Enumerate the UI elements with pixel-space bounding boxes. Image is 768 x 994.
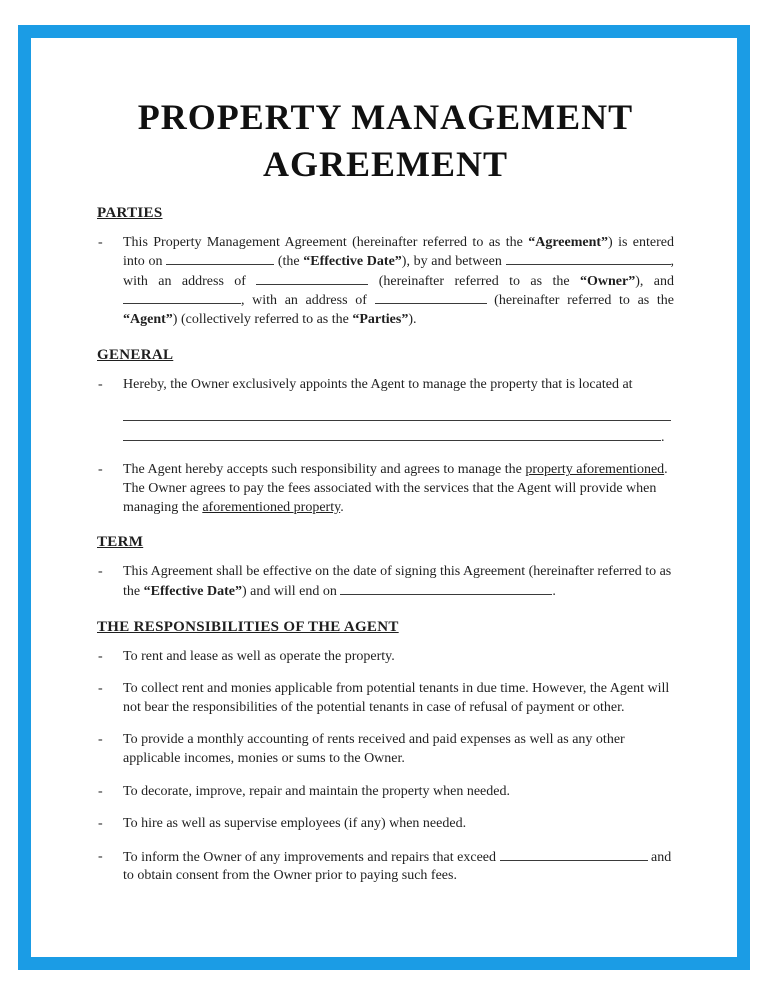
text-run: . bbox=[664, 462, 668, 478]
text-run: (the bbox=[274, 254, 304, 270]
section-heading: TERM bbox=[97, 534, 144, 551]
text-run: To collect rent and monies applicable from potential tenants in due time. However, the Agent will not bear the responsibilities of the potential tenants in case of refusal of payment or other. bbox=[123, 681, 670, 715]
list-item bbox=[97, 848, 674, 886]
text-run: . bbox=[552, 583, 556, 599]
blank-field bbox=[500, 848, 648, 861]
text-run: This Agreement shall be effective on the date of signing this Agreement (hereinafter referred to as the bbox=[123, 564, 672, 599]
title-line-2: AGREEMENT bbox=[262, 143, 509, 184]
text-run: To decorate, improve, repair and maintain the property when needed. bbox=[123, 783, 510, 799]
text-run: Hereby, the Owner exclusively appoints the Agent to manage the property that is located at bbox=[123, 376, 633, 392]
bullet-dash: - bbox=[98, 234, 103, 250]
blank-field bbox=[506, 252, 671, 265]
blank-field bbox=[256, 272, 368, 285]
text-run: To rent and lease as well as operate the property. bbox=[123, 648, 395, 664]
underlined-phrase: property aforementioned bbox=[525, 462, 665, 478]
bullet-dash: - bbox=[98, 816, 103, 832]
document-title bbox=[97, 94, 674, 188]
list-item bbox=[97, 408, 674, 447]
text-run: . bbox=[340, 499, 344, 515]
section-heading: PARTIES bbox=[97, 204, 163, 221]
document-content bbox=[31, 38, 737, 886]
list-item bbox=[97, 648, 674, 667]
text-run: ). bbox=[408, 312, 417, 328]
blank-field bbox=[166, 252, 274, 265]
text-run: , with an address of bbox=[241, 293, 375, 309]
text-run: ) (collectively referred to as the bbox=[172, 312, 353, 328]
bold-term: “Agent” bbox=[123, 312, 173, 328]
text-run: , with an address of bbox=[123, 254, 675, 289]
list-item bbox=[97, 783, 674, 802]
text-run: ) and will end on bbox=[241, 583, 341, 599]
bold-term: “Effective Date” bbox=[143, 583, 242, 599]
title-line-1: PROPERTY MANAGEMENT bbox=[137, 97, 634, 137]
text-run: and to obtain consent from the Owner prior to paying such fees. bbox=[123, 849, 672, 884]
bullet-dash: - bbox=[98, 376, 103, 392]
text-run: To hire as well as supervise employees (if any) when needed. bbox=[123, 816, 467, 832]
list-item bbox=[97, 563, 674, 601]
blank-field bbox=[375, 291, 487, 304]
list-item bbox=[97, 680, 674, 717]
list-item bbox=[97, 234, 674, 330]
bullet-dash: - bbox=[98, 732, 103, 748]
list-item bbox=[97, 461, 674, 517]
text-run: The Agent hereby accepts such responsibility and agrees to manage the bbox=[123, 462, 526, 478]
text-run: To provide a monthly accounting of rents received and paid expenses as well as any other applicable incomes, monies or sums to the Owner. bbox=[123, 732, 625, 766]
blank-field bbox=[123, 291, 241, 304]
text-run: ), and bbox=[635, 273, 674, 289]
text-run: The Owner agrees to pay the fees associated with the services that the Agent will provide when managing the bbox=[123, 481, 657, 515]
section-heading: GENERAL bbox=[97, 346, 174, 363]
blank-field bbox=[340, 582, 552, 595]
text-run: To inform the Owner of any improvements and repairs that exceed bbox=[123, 849, 500, 865]
list-item bbox=[97, 815, 674, 834]
bullet-dash: - bbox=[98, 648, 103, 664]
bold-term: “Agreement” bbox=[528, 234, 609, 250]
page-border-frame bbox=[18, 25, 750, 970]
text-run: ), by and between bbox=[401, 254, 506, 270]
bullet-dash: - bbox=[98, 848, 103, 864]
bullet-dash: - bbox=[98, 681, 103, 697]
bold-term: “Owner” bbox=[579, 273, 636, 289]
list-item bbox=[97, 731, 674, 768]
blank-field bbox=[123, 428, 661, 441]
bold-term: “Parties” bbox=[352, 312, 409, 328]
text-run: . bbox=[661, 429, 665, 445]
bullet-dash: - bbox=[98, 564, 103, 580]
underlined-phrase: aforementioned property bbox=[202, 499, 341, 515]
document-body bbox=[97, 205, 674, 886]
list-item bbox=[97, 376, 674, 395]
blank-field bbox=[123, 408, 671, 421]
text-run: This Property Management Agreement (hereinafter referred to as the bbox=[123, 234, 529, 250]
text-run: ) is entered into on bbox=[123, 234, 674, 270]
text-run: (hereinafter referred to as the bbox=[486, 293, 674, 309]
bullet-dash: - bbox=[98, 783, 103, 799]
bold-term: “Effective Date” bbox=[303, 254, 402, 270]
bullet-dash: - bbox=[98, 462, 103, 478]
text-run: (hereinafter referred to as the bbox=[368, 273, 580, 289]
section-heading: THE RESPONSIBILITIES OF THE AGENT bbox=[97, 618, 399, 635]
